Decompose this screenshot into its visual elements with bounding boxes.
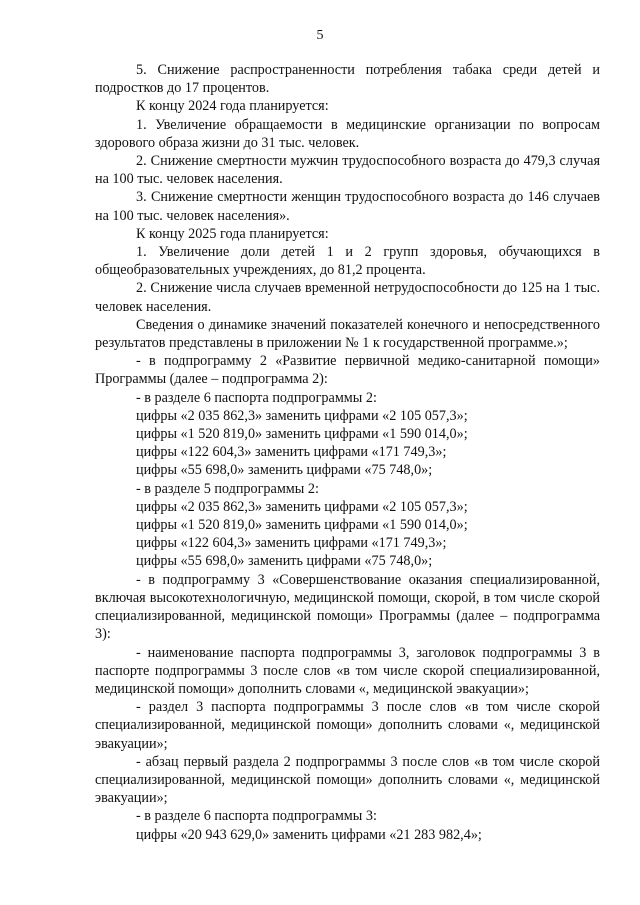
paragraph: цифры «55 698,0» заменить цифрами «75 748,0»; <box>136 553 433 570</box>
paragraph: - в разделе 6 паспорта подпрограммы 2: <box>136 389 377 406</box>
paragraph: цифры «2 035 862,3» заменить цифрами «2 105 057,3»; <box>136 498 468 515</box>
paragraph: - наименование паспорта подпрограммы 3, заголовок подпрограммы 3 в паспорте подпрограммы 3 после слов «в том числе скорой специализированной, медицинской помощи» дополнить словами «, медицинской эвакуации»; <box>95 644 600 697</box>
paragraph: К концу 2025 года планируется: <box>136 225 329 242</box>
paragraph: 5. Снижение распространенности потребления табака среди детей и подростков до 17 процентов. <box>95 62 600 97</box>
paragraph: К концу 2024 года планируется: <box>136 98 329 115</box>
paragraph: цифры «1 520 819,0» заменить цифрами «1 590 014,0»; <box>136 517 468 534</box>
paragraph: цифры «122 604,3» заменить цифрами «171 749,3»; <box>136 535 447 552</box>
page-number: 5 <box>316 28 324 43</box>
paragraph: цифры «2 035 862,3» заменить цифрами «2 105 057,3»; <box>136 407 468 424</box>
paragraph: 3. Снижение смертности женщин трудоспособного возраста до 146 случаев на 100 тыс. человек населения». <box>95 189 600 224</box>
paragraph: 2. Снижение смертности мужчин трудоспособного возраста до 479,3 случая на 100 тыс. человек населения. <box>95 153 600 188</box>
paragraph: цифры «20 943 629,0» заменить цифрами «21 283 982,4»; <box>136 826 482 843</box>
paragraph: - в разделе 6 паспорта подпрограммы 3: <box>136 808 377 825</box>
paragraph: 2. Снижение числа случаев временной нетрудоспособности до 125 на 1 тыс. человек населения. <box>95 280 600 315</box>
document-body <box>95 61 600 844</box>
paragraph: цифры «1 520 819,0» заменить цифрами «1 590 014,0»; <box>136 426 468 443</box>
paragraph: цифры «122 604,3» заменить цифрами «171 749,3»; <box>136 444 447 461</box>
paragraph: - в подпрограмму 3 «Совершенствование оказания специализированной, включая высокотехнологичную, медицинской помощи, скорой, в том числе скорой специализированной, медицинской помощи» Программы (далее – подпрограмма 3): <box>95 571 600 643</box>
paragraph: цифры «55 698,0» заменить цифрами «75 748,0»; <box>136 462 433 479</box>
paragraph: - в подпрограмму 2 «Развитие первичной медико-санитарной помощи» Программы (далее – подпрограмма 2): <box>95 353 600 388</box>
paragraph: Сведения о динамике значений показателей конечного и непосредственного результатов представлены в приложении № 1 к государственной программе.»; <box>95 316 600 352</box>
paragraph: - в разделе 5 подпрограммы 2: <box>136 480 319 497</box>
paragraph: - раздел 3 паспорта подпрограммы 3 после слов «в том числе скорой специализированной, медицинской помощи» дополнить словами «, медицинской эвакуации»; <box>95 699 600 752</box>
paragraph: - абзац первый раздела 2 подпрограммы 3 после слов «в том числе скорой специализированной, медицинской помощи» дополнить словами «, медицинской эвакуации»; <box>95 753 600 807</box>
paragraph: 1. Увеличение обращаемости в медицинские организации по вопросам здорового образа жизни до 31 тыс. человек. <box>95 116 600 151</box>
paragraph: 1. Увеличение доли детей 1 и 2 групп здоровья, обучающихся в общеобразовательных учреждениях, до 81,2 процента. <box>95 244 600 279</box>
